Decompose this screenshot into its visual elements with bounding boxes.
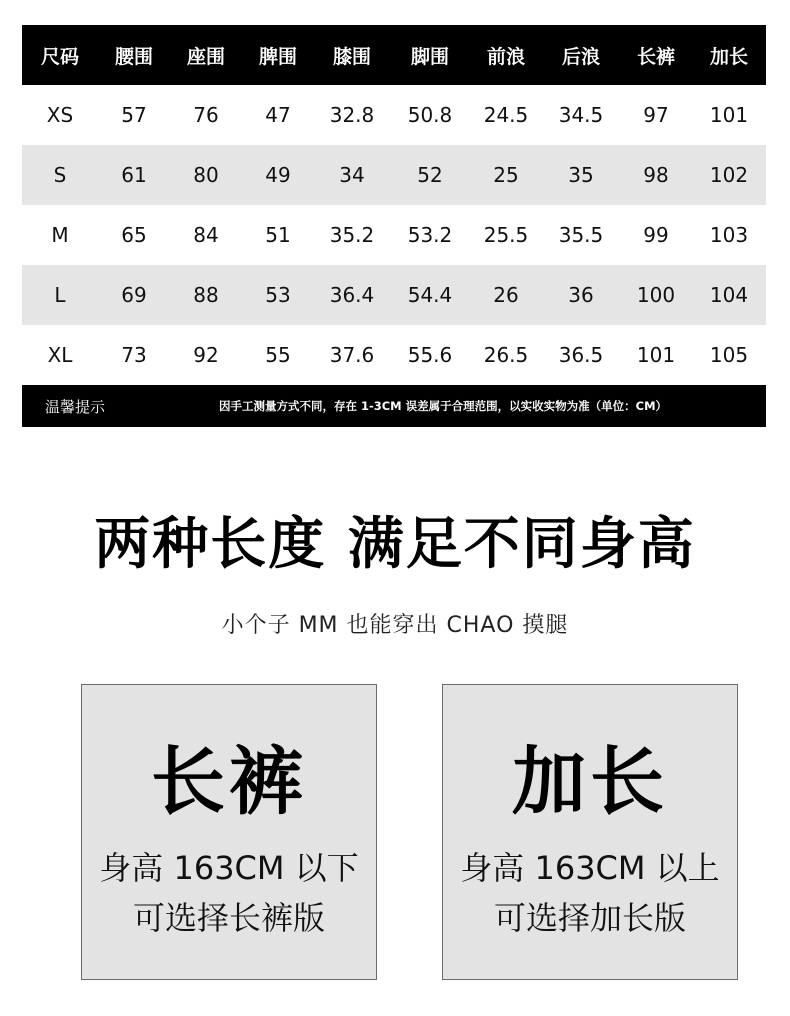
card-title: 长裤 [151, 739, 307, 825]
table-cell: 98 [643, 163, 669, 187]
table-cell: 104 [709, 283, 749, 307]
table-cell: 37.6 [329, 343, 375, 367]
table-cell: 36.5 [558, 343, 604, 367]
table-cell: 105 [709, 343, 749, 367]
header-cell: 尺码 [40, 45, 79, 68]
note-text: 因手工测量方式不同，存在 1-3CM 误差属于合理范围，以实收实物为准（单位：CM） [218, 399, 668, 413]
note-label: 温馨提示 [44, 397, 105, 416]
table-cell: 69 [121, 283, 147, 307]
header-cell: 膝围 [332, 45, 371, 68]
table-cell: 24.5 [483, 103, 529, 127]
table-cell: 65 [121, 223, 147, 247]
table-cell: 52 [417, 163, 443, 187]
table-cell: 35 [568, 163, 594, 187]
table-cell: 97 [643, 103, 669, 127]
table-cell: 99 [643, 223, 669, 247]
table-cell: 47 [265, 103, 291, 127]
header-cell: 脾围 [258, 45, 297, 68]
table-cell: 36 [568, 283, 594, 307]
table-row [22, 85, 766, 145]
table-cell: 26.5 [483, 343, 529, 367]
subheadline: 小个子 MM 也能穿出 CHAO 摸腿 [221, 613, 569, 638]
table-cell: XS [46, 103, 74, 127]
header-cell: 后浪 [561, 45, 600, 68]
length-option-card-extended [442, 684, 738, 980]
header-cell: 座围 [186, 45, 225, 68]
table-cell: 34.5 [558, 103, 604, 127]
measurement-note-bar [22, 385, 766, 427]
table-row [22, 265, 766, 325]
table-cell: S [53, 163, 67, 187]
card-choice-text: 可选择长裤版 [132, 899, 325, 937]
table-cell: 101 [636, 343, 676, 367]
length-option-card-regular [81, 684, 377, 980]
header-cell: 长裤 [636, 45, 675, 68]
table-header-row [22, 25, 766, 85]
table-cell: 34 [339, 163, 365, 187]
table-cell: 51 [265, 223, 291, 247]
table-cell: 54.4 [407, 283, 453, 307]
table-cell: M [51, 223, 69, 247]
table-cell: 88 [193, 283, 219, 307]
table-cell: 73 [121, 343, 147, 367]
table-cell: 25.5 [483, 223, 529, 247]
table-cell: 61 [121, 163, 147, 187]
table-cell: L [54, 283, 66, 307]
header-cell: 腰围 [114, 45, 153, 68]
table-cell: 32.8 [329, 103, 375, 127]
table-cell: 102 [709, 163, 749, 187]
table-cell: 26 [493, 283, 519, 307]
card-height-text: 身高 163CM 以上 [460, 849, 720, 887]
table-cell: 50.8 [407, 103, 453, 127]
table-cell: 53 [265, 283, 291, 307]
table-row [22, 205, 766, 265]
header-cell: 前浪 [486, 45, 525, 68]
header-cell: 脚围 [410, 45, 449, 68]
table-cell: 76 [193, 103, 219, 127]
card-choice-text: 可选择加长版 [493, 899, 686, 937]
table-cell: 35.5 [558, 223, 604, 247]
header-cell: 加长 [709, 45, 748, 68]
size-chart-table [22, 25, 766, 427]
table-row [22, 145, 766, 205]
card-height-text: 身高 163CM 以下 [99, 849, 359, 887]
table-cell: XL [47, 343, 73, 367]
table-cell: 55.6 [407, 343, 453, 367]
headline: 两种长度 满足不同身高 [94, 512, 696, 577]
table-cell: 57 [121, 103, 147, 127]
table-cell: 35.2 [329, 223, 375, 247]
table-row [22, 325, 766, 385]
table-cell: 55 [265, 343, 291, 367]
table-cell: 84 [193, 223, 219, 247]
table-cell: 53.2 [407, 223, 453, 247]
table-cell: 80 [193, 163, 219, 187]
table-cell: 103 [709, 223, 749, 247]
table-cell: 101 [709, 103, 749, 127]
card-title: 加长 [512, 739, 668, 825]
table-cell: 92 [193, 343, 219, 367]
table-cell: 36.4 [329, 283, 375, 307]
table-cell: 25 [493, 163, 519, 187]
table-cell: 49 [265, 163, 291, 187]
table-cell: 100 [636, 283, 676, 307]
